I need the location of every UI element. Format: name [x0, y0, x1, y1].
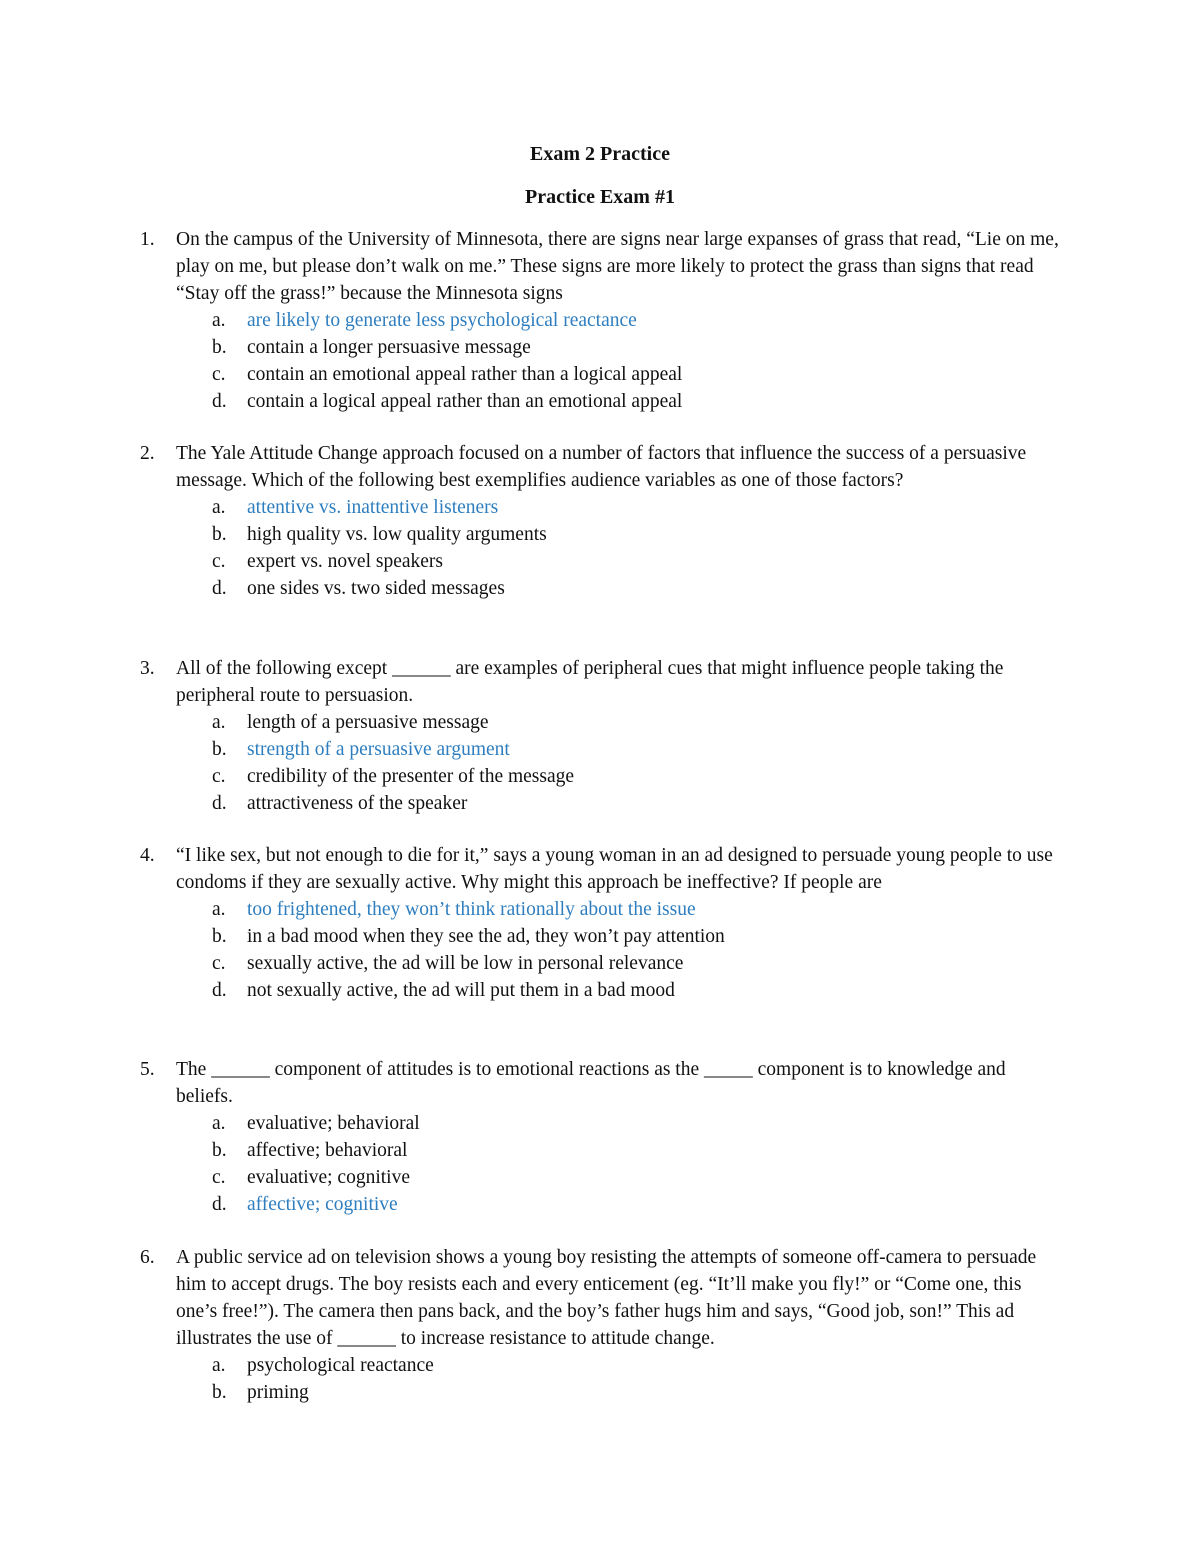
answer-option-a	[212, 709, 1060, 736]
option-letter: a.	[212, 1355, 226, 1376]
question-number: 5.	[140, 1059, 155, 1080]
option-letter: b.	[212, 926, 227, 947]
answer-option-c	[212, 950, 1060, 977]
answer-option-b	[212, 923, 1060, 950]
option-text: in a bad mood when they see the ad, they won’t pay attention	[247, 926, 725, 947]
option-letter: d.	[212, 1194, 227, 1215]
option-text: not sexually active, the ad will put them in a bad mood	[247, 980, 675, 1001]
answer-option-a-correct	[212, 896, 1060, 923]
option-letter: d.	[212, 391, 227, 412]
question-text: On the campus of the University of Minnesota, there are signs near large expanses of grass that read, “Lie on me, play on me, but please don’t walk on me.” These signs are more likely to protect the grass than signs that read “Stay off the grass!” because the Minnesota signs	[176, 229, 1059, 304]
answer-options	[140, 709, 1060, 817]
option-letter: c.	[212, 364, 226, 385]
question-number: 2.	[140, 443, 155, 464]
option-letter: c.	[212, 766, 226, 787]
option-text: too frightened, they won’t think rationally about the issue	[247, 899, 696, 920]
answer-option-a-correct	[212, 494, 1060, 521]
answer-options	[140, 494, 1060, 602]
question-1	[140, 226, 1060, 415]
option-text: length of a persuasive message	[247, 712, 489, 733]
question-text: The Yale Attitude Change approach focused on a number of factors that influence the success of a persuasive message. Which of the following best exemplifies audience variables as one of those factors?	[176, 443, 1027, 491]
document-title: Exam 2 Practice	[530, 143, 670, 165]
option-letter: b.	[212, 524, 227, 545]
option-text: credibility of the presenter of the message	[247, 766, 575, 787]
answer-options	[140, 896, 1060, 1004]
answer-option-d-correct	[212, 1191, 1060, 1218]
answer-option-b	[212, 1137, 1060, 1164]
option-text: expert vs. novel speakers	[247, 551, 444, 572]
answer-option-b	[212, 1379, 1060, 1406]
answer-option-d	[212, 575, 1060, 602]
option-text: high quality vs. low quality arguments	[247, 524, 547, 545]
answer-option-a	[212, 1110, 1060, 1137]
option-letter: a.	[212, 899, 226, 920]
option-letter: b.	[212, 1382, 227, 1403]
answer-options	[140, 1110, 1060, 1218]
answer-option-a	[212, 1352, 1060, 1379]
answer-option-c	[212, 361, 1060, 388]
option-letter: c.	[212, 953, 226, 974]
answer-option-c	[212, 548, 1060, 575]
answer-option-a-correct	[212, 307, 1060, 334]
option-text: affective; cognitive	[247, 1194, 398, 1215]
option-letter: b.	[212, 1140, 227, 1161]
option-letter: b.	[212, 337, 227, 358]
question-number: 1.	[140, 229, 155, 250]
document-subtitle: Practice Exam #1	[525, 186, 675, 208]
question-5	[140, 1056, 1060, 1218]
question-4	[140, 842, 1060, 1004]
answer-option-d	[212, 977, 1060, 1004]
answer-option-c	[212, 763, 1060, 790]
question-3	[140, 655, 1060, 817]
question-text: “I like sex, but not enough to die for it,” says a young woman in an ad designed to persuade young people to use condoms if they are sexually active. Why might this approach be ineffective? If people are	[176, 845, 1053, 893]
question-number: 3.	[140, 658, 155, 679]
answer-option-b	[212, 521, 1060, 548]
answer-option-c	[212, 1164, 1060, 1191]
option-text: attentive vs. inattentive listeners	[247, 497, 499, 518]
option-letter: d.	[212, 980, 227, 1001]
answer-option-b-correct	[212, 736, 1060, 763]
answer-option-b	[212, 334, 1060, 361]
option-letter: a.	[212, 497, 226, 518]
question-number: 4.	[140, 845, 155, 866]
option-letter: d.	[212, 578, 227, 599]
option-text: one sides vs. two sided messages	[247, 578, 505, 599]
option-text: strength of a persuasive argument	[247, 739, 510, 760]
option-text: attractiveness of the speaker	[247, 793, 468, 814]
option-text: affective; behavioral	[247, 1140, 408, 1161]
option-text: priming	[247, 1382, 309, 1403]
answer-options	[140, 1352, 1060, 1406]
option-letter: c.	[212, 1167, 226, 1188]
option-text: evaluative; behavioral	[247, 1113, 420, 1134]
option-letter: c.	[212, 551, 226, 572]
question-text: A public service ad on television shows a young boy resisting the attempts of someone off-camera to persuade him to accept drugs. The boy resists each and every enticement (eg. “It’ll make you fly!” or “Come one, this one’s free!”). The camera then pans back, and the boy’s father hugs him and says, “Good job, son!” This ad illustrates the use of ______ to increase resistance to attitude change.	[176, 1247, 1037, 1349]
option-text: evaluative; cognitive	[247, 1167, 410, 1188]
option-text: are likely to generate less psychological reactance	[247, 310, 637, 331]
option-letter: d.	[212, 793, 227, 814]
option-letter: a.	[212, 1113, 226, 1134]
option-text: contain a logical appeal rather than an emotional appeal	[247, 391, 683, 412]
option-text: psychological reactance	[247, 1355, 434, 1376]
option-letter: a.	[212, 310, 226, 331]
question-text: The ______ component of attitudes is to emotional reactions as the _____ component is to knowledge and beliefs.	[176, 1059, 1006, 1107]
option-letter: a.	[212, 712, 226, 733]
question-2	[140, 440, 1060, 602]
answer-option-d	[212, 790, 1060, 817]
option-letter: b.	[212, 739, 227, 760]
question-6	[140, 1244, 1060, 1406]
answer-options	[140, 307, 1060, 415]
question-text: All of the following except ______ are examples of peripheral cues that might influence people taking the peripheral route to persuasion.	[176, 658, 1004, 706]
question-number: 6.	[140, 1247, 155, 1268]
answer-option-d	[212, 388, 1060, 415]
option-text: contain an emotional appeal rather than a logical appeal	[247, 364, 683, 385]
option-text: sexually active, the ad will be low in personal relevance	[247, 953, 684, 974]
option-text: contain a longer persuasive message	[247, 337, 531, 358]
